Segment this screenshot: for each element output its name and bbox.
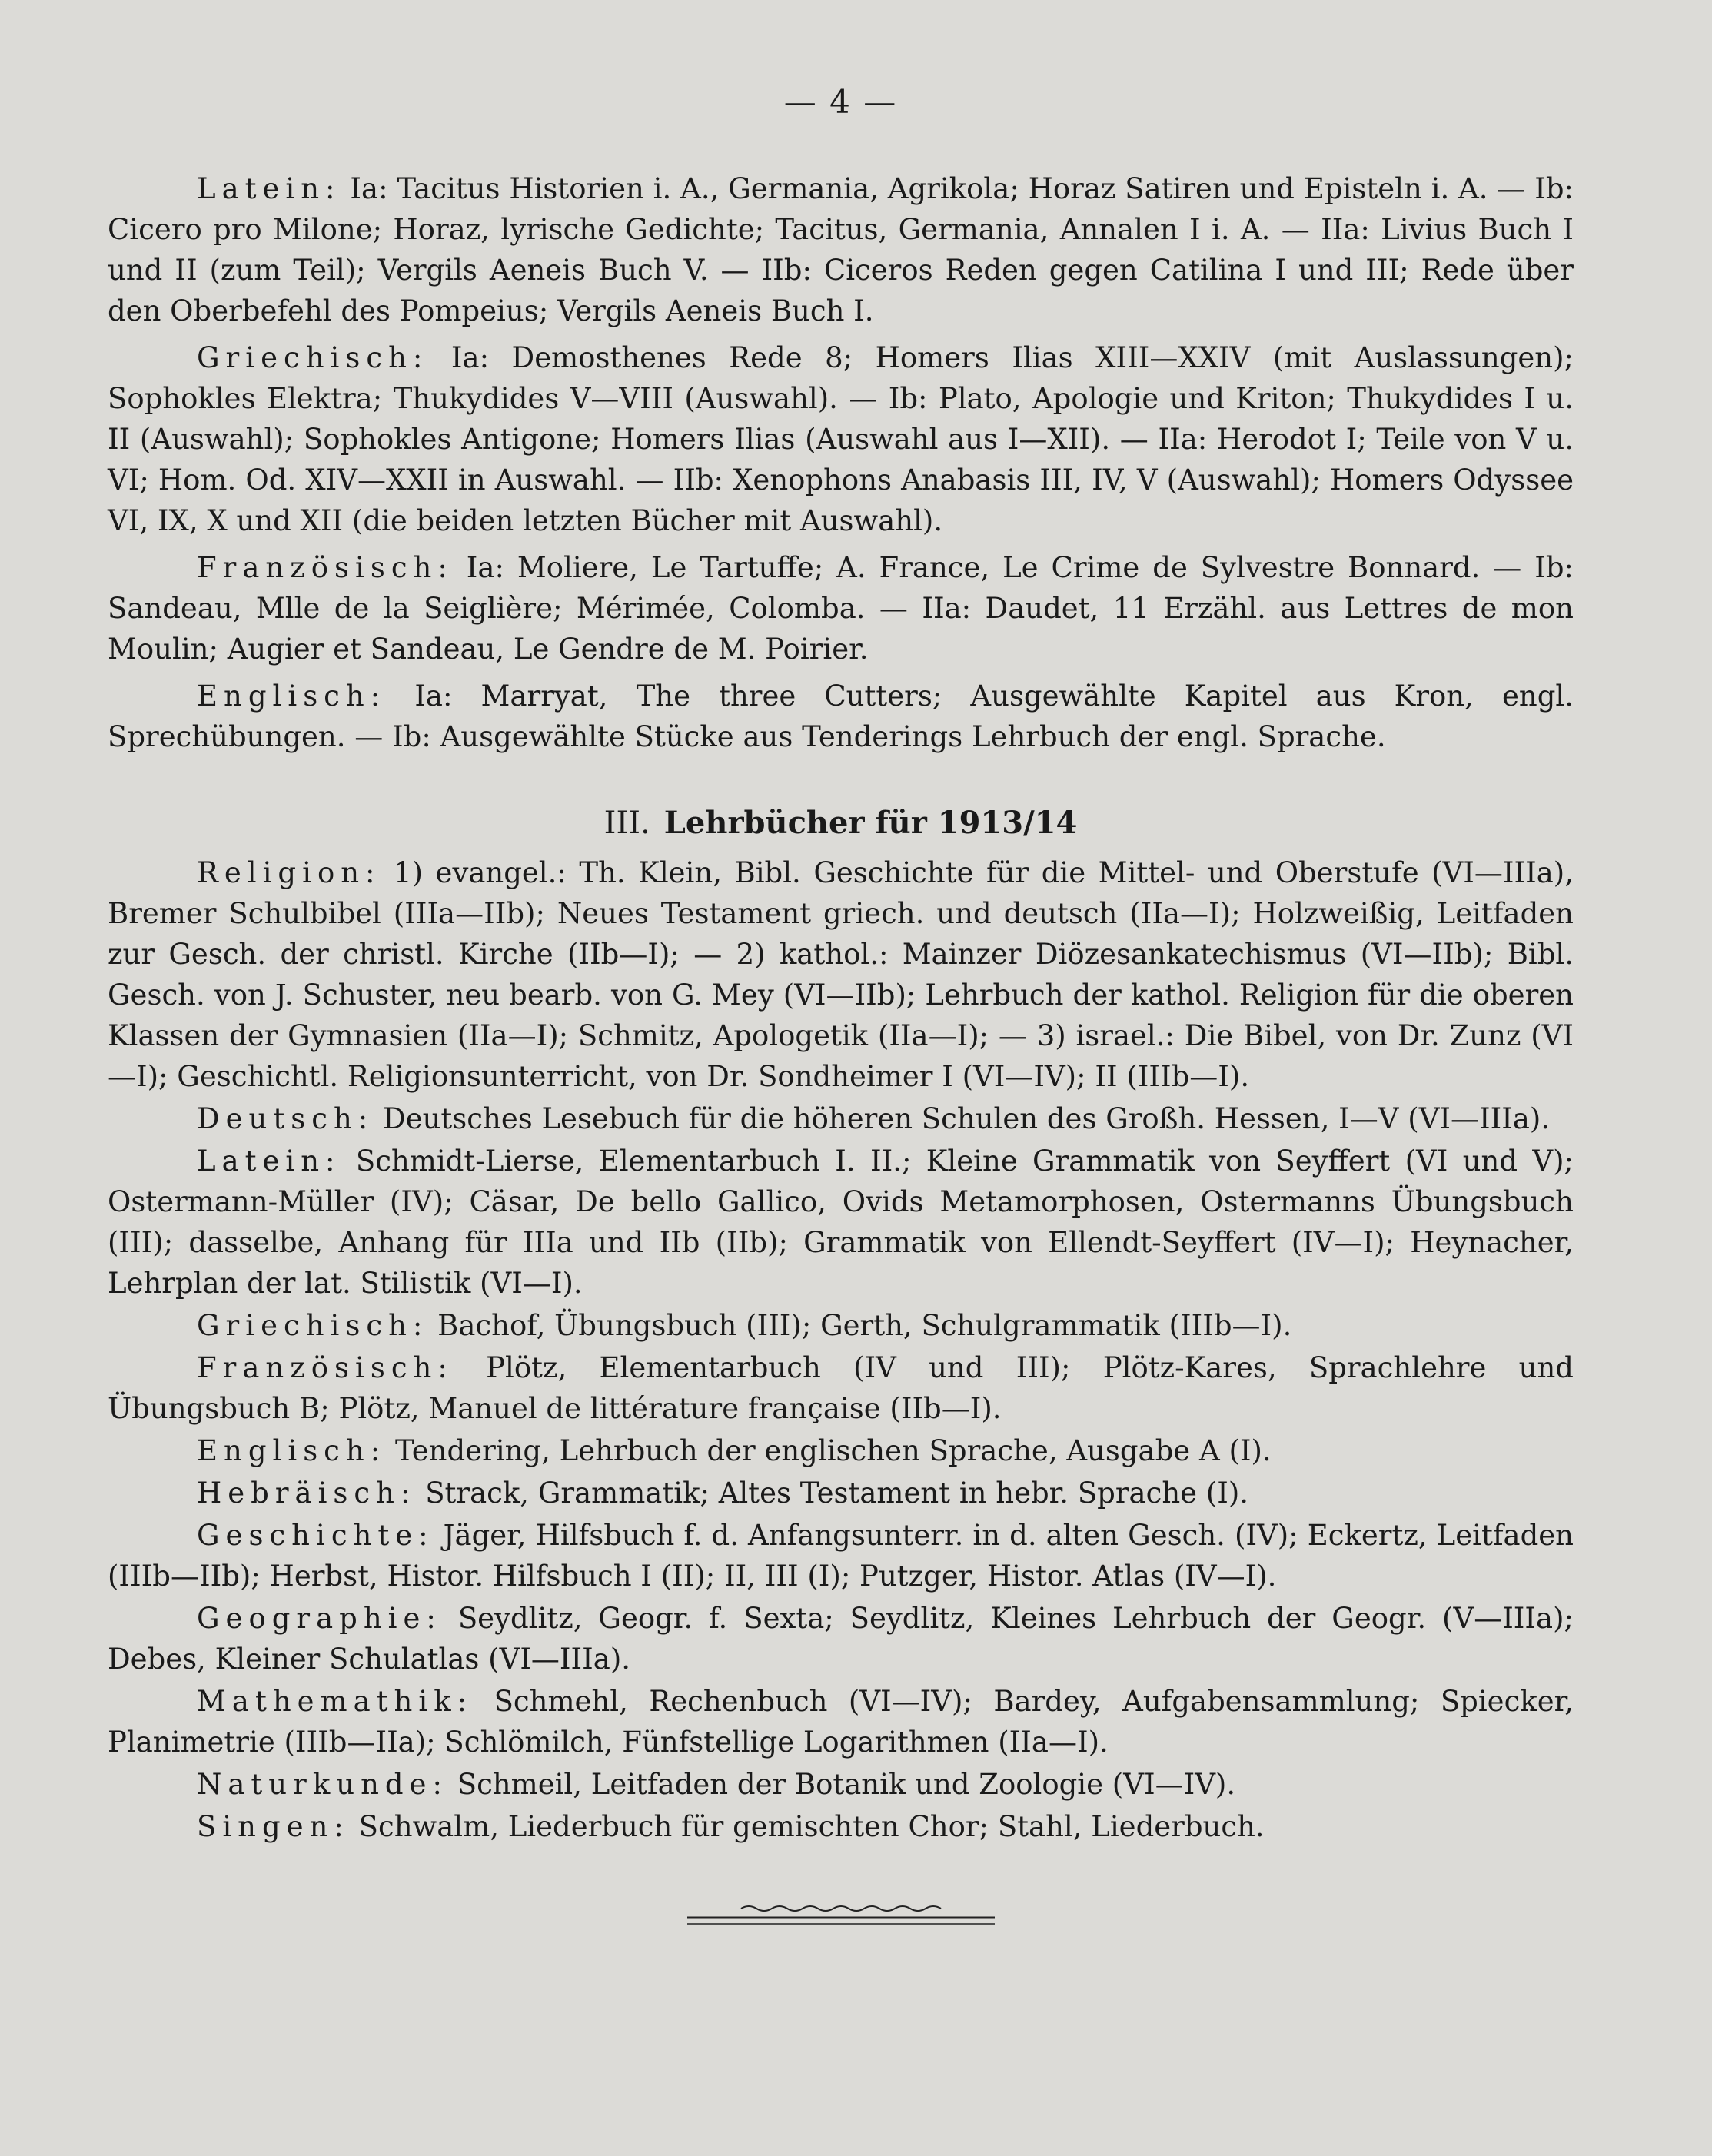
subject-label: Religion: <box>197 856 381 889</box>
closing-ornament <box>649 1901 1033 1932</box>
subject-label: Mathemathik: <box>197 1685 474 1718</box>
entry-text: 1) evangel.: Th. Klein, Bibl. Geschichte für die Mittel- und Oberstufe (VI—IIIa), Bremer Schulbibel (IIIa—IIb); Neues Testament griech. und deutsch (IIa—I); Holzweißig, Leitfaden zur Gesch. der christl. Kirche (IIb—I); — 2) kathol.: Mainzer Diözesankatechismus (VI—IIb); Bibl. Gesch. von J. Schuster, neu bearb. von G. Mey (VI—IIb); Lehrbuch der kathol. Religion für die oberen Klassen der Gymnasien (IIa—I); Schmitz, Apologetik (IIa—I); — 3) israel.: Die Bibel, von Dr. Zunz (VI—I); Geschichtl. Religionsunterricht, von Dr. Sondheimer I (VI—IV); II (IIIb—I). <box>108 856 1574 1093</box>
entry-englisch <box>108 676 1574 757</box>
entry-text: Ia: Tacitus Historien i. A., Germania, Agrikola; Horaz Satiren und Episteln i. A. — Ib: Cicero pro Milone; Horaz, lyrische Gedichte; Tacitus, Germania, Annalen I i. A. — IIa: Livius Buch I und II (zum Teil); Vergils Aeneis Buch V. — IIb: Ciceros Reden gegen Catilina I und III; Rede über den Oberbefehl des Pompeius; Vergils Aeneis Buch I. <box>108 172 1574 327</box>
entry-text: Seydlitz, Geogr. f. Sexta; Seydlitz, Kleines Lehrbuch der Geogr. (V—IIIa); Debes, Kleiner Schulatlas (VI—IIIa). <box>108 1602 1574 1676</box>
entry-text: Bachof, Übungsbuch (III); Gerth, Schulgrammatik (IIIb—I). <box>437 1309 1292 1342</box>
book-entry-griechisch <box>108 1305 1574 1346</box>
book-entry-mathematik <box>108 1681 1574 1762</box>
subject-label: Latein: <box>197 172 341 205</box>
book-entry-geographie <box>108 1598 1574 1679</box>
subject-label: Naturkunde: <box>197 1768 448 1801</box>
entry-text: Strack, Grammatik; Altes Testament in hebr. Sprache (I). <box>425 1477 1249 1510</box>
entry-text: Tendering, Lehrbuch der englischen Sprache, Ausgabe A (I). <box>394 1434 1272 1467</box>
subject-label: Hebräisch: <box>197 1477 417 1510</box>
subject-label: Latein: <box>197 1144 341 1178</box>
subject-label: Griechisch: <box>197 1309 429 1342</box>
entry-text: Ia: Marryat, The three Cutters; Ausgewählte Kapitel aus Kron, engl. Sprechübungen. — Ib: Ausgewählte Stücke aus Tenderings Lehrbuch der engl. Sprache. <box>108 679 1574 753</box>
entry-text: Schmidt-Lierse, Elementarbuch I. II.; Kleine Grammatik von Seyffert (VI und V); Ostermann-Müller (IV); Cäsar, De bello Gallico, Ovids Metamorphosen, Ostermanns Übungsbuch (III); dasselbe, Anhang für IIIa und IIb (IIb); Grammatik von Ellendt-Seyffert (IV—I); Heynacher, Lehrplan der lat. Stilistik (VI—I). <box>108 1144 1574 1300</box>
book-entry-religion <box>108 852 1574 1097</box>
subject-label: Englisch: <box>197 679 387 713</box>
book-entry-hebraeisch <box>108 1473 1574 1513</box>
subject-label: Englisch: <box>197 1434 387 1467</box>
section-title: Lehrbücher für 1913/14 <box>663 805 1078 841</box>
subject-label: Geographie: <box>197 1602 442 1635</box>
book-entry-geschichte <box>108 1515 1574 1596</box>
entry-text: Ia: Moliere, Le Tartuffe; A. France, Le Crime de Sylvestre Bonnard. — Ib: Sandeau, Mlle de la Seiglière; Mérimée, Colomba. — IIa: Daudet, 11 Erzähl. aus Lettres de mon Moulin; Augier et Sandeau, Le Gendre de M. Poirier. <box>108 551 1574 666</box>
subject-label: Singen: <box>197 1810 350 1843</box>
entry-text: Schmeil, Leitfaden der Botanik und Zoologie (VI—IV). <box>457 1768 1236 1801</box>
book-entry-singen <box>108 1806 1574 1847</box>
section-numeral: III. <box>603 806 650 841</box>
entry-text: Ia: Demosthenes Rede 8; Homers Ilias XIII—XXIV (mit Auslassungen); Sophokles Elektra; Thukydides V—VIII (Auswahl). — Ib: Plato, Apologie und Kriton; Thukydides I u. II (Auswahl); Sophokles Antigone; Homers Ilias (Auswahl aus I—XII). — IIa: Herodot I; Teile von V u. VI; Hom. Od. XIV—XXII in Auswahl. — IIb: Xenophons Anabasis III, IV, V (Auswahl); Homers Odyssee VI, IX, X und XII (die beiden letzten Bücher mit Auswahl). <box>108 341 1574 537</box>
book-entry-englisch <box>108 1430 1574 1471</box>
textbook-list <box>108 852 1574 1847</box>
book-entry-franzoesisch <box>108 1347 1574 1429</box>
subject-label: Griechisch: <box>197 341 429 374</box>
entry-text: Jäger, Hilfsbuch f. d. Anfangsunterr. in d. alten Gesch. (IV); Eckertz, Leitfaden (IIIb—IIb); Herbst, Histor. Hilfsbuch I (II); II, III (I); Putzger, Histor. Atlas (IV—I). <box>108 1519 1574 1593</box>
book-entry-latein <box>108 1141 1574 1304</box>
page-number: — 4 — <box>783 83 898 121</box>
entry-text: Schwalm, Liederbuch für gemischten Chor; Stahl, Liederbuch. <box>358 1810 1265 1843</box>
ornament-rule-icon <box>657 1901 1026 1932</box>
curriculum-section <box>108 168 1574 757</box>
entry-text: Deutsches Lesebuch für die höheren Schulen des Großh. Hessen, I—V (VI—IIIa). <box>383 1102 1551 1135</box>
book-entry-deutsch <box>108 1098 1574 1139</box>
book-entry-naturkunde <box>108 1764 1574 1805</box>
subject-label: Deutsch: <box>197 1102 374 1135</box>
subject-label: Französisch: <box>197 1351 454 1384</box>
entry-franzoesisch <box>108 547 1574 669</box>
subject-label: Geschichte: <box>197 1519 434 1552</box>
entry-text: Plötz, Elementarbuch (IV und III); Plötz-Kares, Sprachlehre und Übungsbuch B; Plötz, Manuel de littérature française (IIb—I). <box>108 1351 1574 1425</box>
subject-label: Französisch: <box>197 551 454 584</box>
entry-text: Schmehl, Rechenbuch (VI—IV); Bardey, Aufgabensammlung; Spiecker, Planimetrie (IIIb—IIa); Schlömilch, Fünfstellige Logarithmen (IIa—I). <box>108 1685 1574 1759</box>
entry-latein <box>108 168 1574 331</box>
section-heading <box>108 802 1574 845</box>
entry-griechisch <box>108 337 1574 541</box>
